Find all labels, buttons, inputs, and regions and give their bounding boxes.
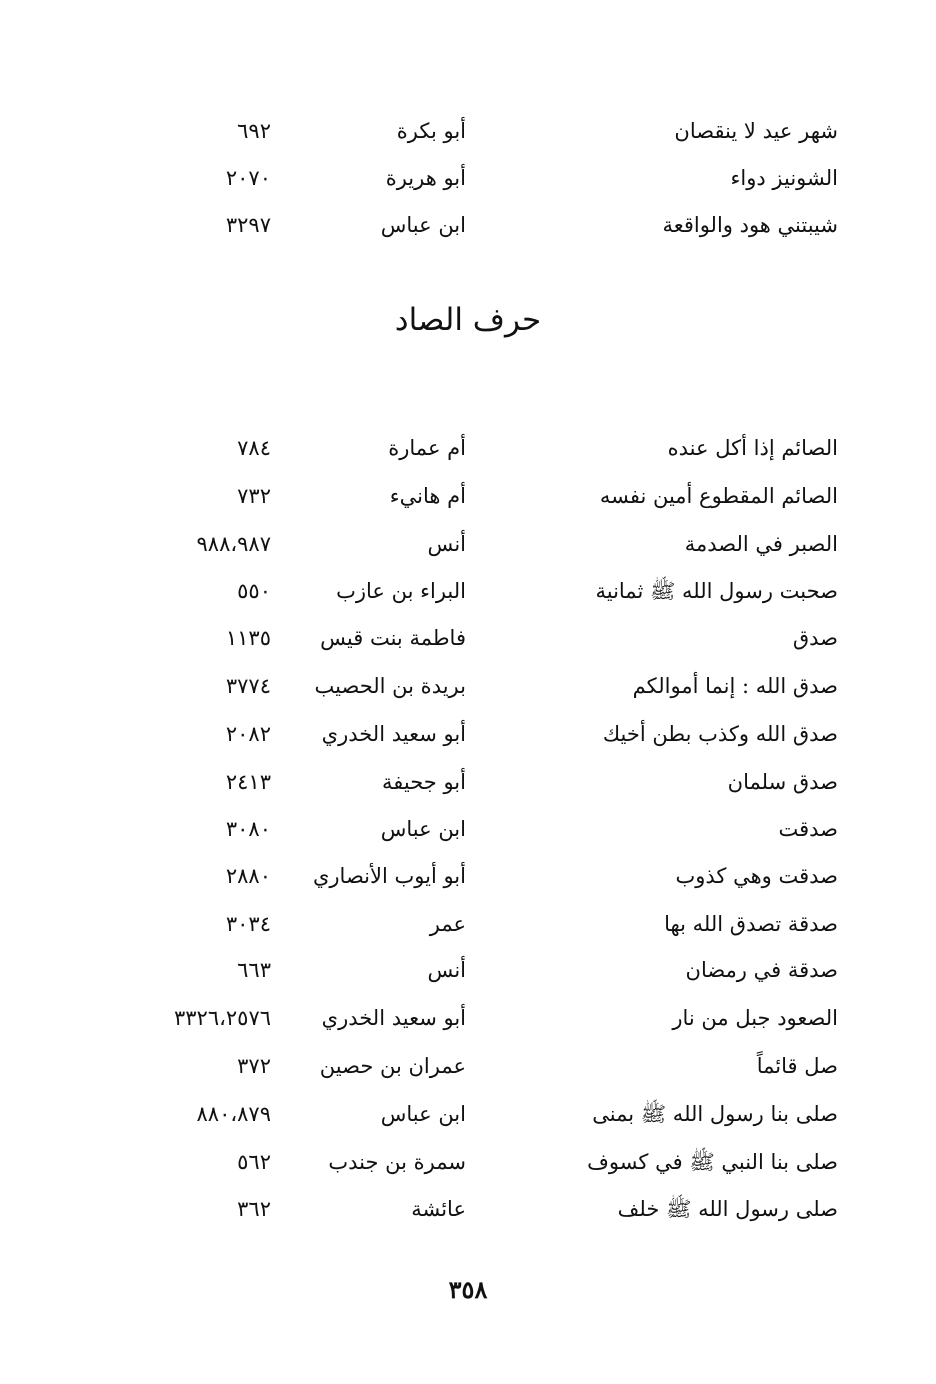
narrator: أم عمارة (388, 436, 466, 460)
narrator: ابن عباس (380, 213, 466, 237)
hadith-number: ٣٢٩٧ (225, 213, 271, 237)
narrator: أبو هريرة (385, 166, 466, 190)
hadith-number: ٣٠٣٤ (225, 912, 271, 936)
table-row (0, 1189, 936, 1229)
hadith-number: ٩٨٨،٩٨٧ (196, 532, 271, 556)
narrator: أنس (427, 532, 466, 556)
hadith-number: ٢٠٨٢ (225, 722, 271, 746)
hadith-text: صلى بنا رسول الله ﷺ بمنى (592, 1102, 838, 1126)
table-row (0, 666, 936, 706)
section-title: حرف الصاد (394, 302, 542, 338)
hadith-text: شهر عيد لا ينقصان (674, 119, 838, 143)
table-row (0, 111, 936, 151)
narrator: أبو بكرة (396, 119, 466, 143)
narrator: ابن عباس (380, 817, 466, 841)
page-number: ٣٥٨ (448, 1275, 488, 1304)
hadith-number: ٢٠٧٠ (225, 166, 271, 190)
table-row (0, 1094, 936, 1134)
table-row (0, 904, 936, 944)
hadith-text: الشونيز دواء (730, 166, 838, 190)
table-row (0, 428, 936, 468)
narrator: ابن عباس (380, 1102, 466, 1126)
hadith-number: ٢٨٨٠ (225, 864, 271, 888)
hadith-text: صدق الله : إنما أموالكم (632, 674, 838, 698)
narrator: البراء بن عازب (336, 579, 466, 603)
table-row (0, 998, 936, 1038)
hadith-text: صدق (792, 626, 838, 650)
table-row (0, 714, 936, 754)
hadith-text: صدقت (778, 817, 838, 841)
hadith-text: صدقة تصدق الله بها (664, 912, 838, 936)
hadith-text: الصائم المقطوع أمين نفسه (599, 484, 838, 508)
hadith-number: ٣٠٨٠ (225, 817, 271, 841)
narrator: بريدة بن الحصيب (314, 674, 466, 698)
narrator: أبو سعيد الخدري (321, 1006, 466, 1030)
hadith-number: ٥٦٢ (237, 1150, 271, 1174)
hadith-number: ٣٧٧٤ (225, 674, 271, 698)
hadith-number: ٦٩٢ (237, 119, 271, 143)
hadith-text: صلى رسول الله ﷺ خلف (617, 1197, 838, 1221)
hadith-number: ٣٣٢٦،٢٥٧٦ (173, 1006, 271, 1030)
hadith-text: صلى بنا النبي ﷺ في كسوف (587, 1150, 838, 1174)
narrator: سمرة بن جندب (328, 1150, 466, 1174)
hadith-number: ٣٧٢ (237, 1054, 271, 1078)
narrator: أم هانيء (389, 484, 466, 508)
table-row (0, 1046, 936, 1086)
table-row (0, 856, 936, 896)
hadith-text: الصبر في الصدمة (684, 532, 838, 556)
table-row (0, 205, 936, 245)
hadith-number: ٧٣٢ (237, 484, 271, 508)
table-row (0, 571, 936, 611)
hadith-text: صدق سلمان (727, 770, 838, 794)
hadith-number: ٦٦٣ (237, 958, 271, 982)
table-row (0, 762, 936, 802)
narrator: أبو أيوب الأنصاري (312, 864, 466, 888)
hadith-text: الصائم إذا أكل عنده (667, 436, 838, 460)
hadith-text: صدقت وهي كذوب (675, 864, 838, 888)
table-row (0, 809, 936, 849)
hadith-text: صل قائماً (756, 1054, 838, 1078)
hadith-number: ١١٣٥ (225, 626, 271, 650)
narrator: عمران بن حصين (319, 1054, 466, 1078)
hadith-number: ٢٤١٣ (225, 770, 271, 794)
narrator: أنس (427, 958, 466, 982)
table-row (0, 524, 936, 564)
narrator: عائشة (411, 1197, 466, 1221)
hadith-number: ٣٦٢ (237, 1197, 271, 1221)
hadith-text: صدق الله وكذب بطن أخيك (602, 722, 838, 746)
table-row (0, 1142, 936, 1182)
hadith-text: صحبت رسول الله ﷺ ثمانية (595, 579, 838, 603)
table-row (0, 950, 936, 990)
hadith-text: الصعود جبل من نار (672, 1006, 838, 1030)
narrator: عمر (429, 912, 466, 936)
narrator: فاطمة بنت قيس (320, 626, 466, 650)
hadith-number: ٥٥٠ (237, 579, 271, 603)
hadith-text: صدقة في رمضان (685, 958, 838, 982)
hadith-number: ٧٨٤ (237, 436, 271, 460)
hadith-number: ٨٨٠،٨٧٩ (196, 1102, 271, 1126)
hadith-text: شيبتني هود والواقعة (662, 213, 838, 237)
table-row (0, 618, 936, 658)
narrator: أبو سعيد الخدري (321, 722, 466, 746)
narrator: أبو جحيفة (382, 770, 466, 794)
table-row (0, 158, 936, 198)
table-row (0, 476, 936, 516)
